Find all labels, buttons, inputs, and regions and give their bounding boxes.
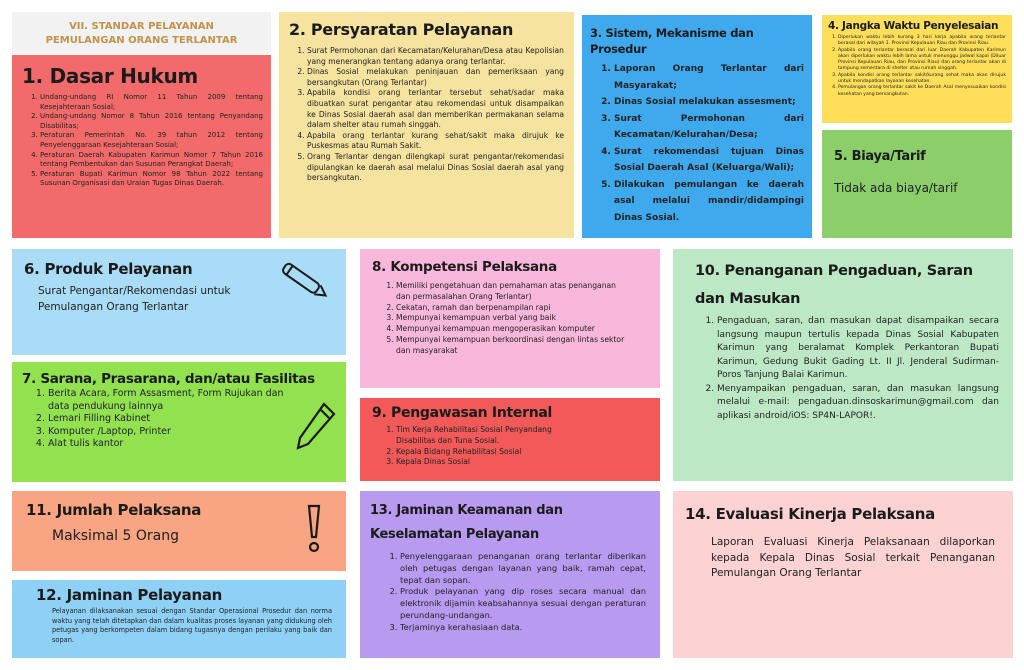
list-item: 2. Undang-undang Nomor 8 Tahun 2016 tentang Penyandang Disabilitas; <box>40 112 263 131</box>
card-pengaduan <box>673 249 1013 481</box>
header-banner <box>12 12 271 54</box>
jaminan-pelayanan-title: 12. Jaminan Pelayanan <box>36 586 223 604</box>
pengaduan-title: 10. Penanganan Pengaduan, Saran dan Masukan <box>695 263 973 307</box>
card-jangka-waktu <box>822 15 1012 123</box>
produk-title: 6. Produk Pelayanan <box>24 260 193 278</box>
list-item: 4. Alat tulis kantor <box>48 438 292 451</box>
card-dasar-hukum <box>12 55 271 238</box>
list-item: 2. Lemari Filling Kabinet <box>48 413 292 426</box>
list-item: 2. Produk pelayanan yang dip roses secara manual dan elektronik dijamin keabsahannya sesuai dengan peraturan perundang-undangan. <box>400 586 646 621</box>
card-sistem <box>582 15 812 238</box>
list-item: 1. Pengaduan, saran, dan masukan dapat disampaikan secara langsung maupun tertulis kepada Dinas Sosial Kabupaten Karimun yang beralamat Komplek Perkantoran Bupati Karimun, Gedung Bukit Gading Lt. II Jl. Jenderal Sudirman-Poros Tanjung Balai Karimun. <box>717 315 999 383</box>
card-biaya <box>822 130 1012 238</box>
jaminan-keamanan-list <box>370 551 646 634</box>
list-item: 3. Apabila kondisi orang terlantar tersebut sehat/sadar maka dibuatkan surat pengantar atau rekomendasi untuk disampaikan ke Dinas Sosial daerah asal dan memberikan permakanan selama dalam shelter atau rumah singgah. <box>307 88 564 130</box>
list-item: 4. Pemulangan orang terlantar sakit ke Daerah Asal menyesuaikan kondisi kesehatan yang bersangkutan. <box>838 85 1006 98</box>
evaluasi-text: Laporan Evaluasi Kinerja Pelaksanaan dilaporkan kepada Kepala Dinas Sosial terkait Penanganan Pemulangan Orang Terlantar <box>711 536 995 579</box>
kompetensi-list <box>372 281 632 357</box>
card-produk <box>12 249 346 355</box>
kompetensi-title: 8. Kompetensi Pelaksana <box>372 259 557 275</box>
list-item: 1. Berita Acara, Form Assasment, Form Rujukan dan data pendukung lainnya <box>48 388 292 413</box>
list-item: 3. Peraturan Pemerintah No. 39 tahun 2012 tentang Penyelenggaraan Kesejahteraan Sosial; <box>40 131 263 150</box>
list-item: 2. Dinas Sosial melakukan peninjauan dan pemeriksaan yang bersangkutan (Orang Terlantar) <box>307 67 564 88</box>
jumlah-text: Maksimal 5 Orang <box>52 528 179 544</box>
pen-icon <box>274 257 334 305</box>
exclamation-icon <box>304 503 324 555</box>
list-item: 2. Apabila orang terlantar berasal dari luar Daerah Kabupaten Karimun akan diperlukan waktu lebih lama untuk menunggu jadwal kapal (Diluar Provinsi Kepulauan Riau, dan Provinsi Riau) dan orang terlantar akan di tampung sementara di shelter atau rumah singgah. <box>838 48 1006 73</box>
list-item: 3. Kepala Dinas Sosial <box>396 457 592 468</box>
card-persyaratan <box>279 12 574 238</box>
sarana-list <box>22 388 292 451</box>
dasar-hukum-title: 1. Dasar Hukum <box>22 64 198 88</box>
list-item: 4. Mempunyai kemampuan mengoperasikan komputer <box>396 324 632 335</box>
jangka-waktu-title: 4. Jangka Waktu Penyelesaian <box>828 20 999 32</box>
header-line-1: VII. STANDAR PELAYANAN <box>69 21 214 32</box>
card-jumlah <box>12 491 346 571</box>
list-item: 2. Menyampaikan pengaduan, saran, dan masukan langsung melalui e-mail: pengaduan.dinsoskarimun@gmail.com dan aplikasi android/iOS: SP4N-LAPOR!. <box>717 383 999 424</box>
list-item: 4. Peraturan Daerah Kabupaten Karimun Nomor 7 Tahun 2016 tentang Pembentukan dan Susunan Perangkat Daerah; <box>40 151 263 170</box>
biaya-title: 5. Biaya/Tarif <box>834 149 926 164</box>
dasar-hukum-list <box>22 93 263 189</box>
list-item: 3. Komputer /Laptop, Printer <box>48 426 292 439</box>
list-item: 1. Penyelenggaraan penanganan orang terlantar diberikan oleh petugas dengan layanan yang baik, ramah cepat, tepat dan sopan. <box>400 551 646 586</box>
jaminan-pelayanan-text: Pelayanan dilaksanakan sesuai dengan Standar Operasional Prosedur dan norma waktu yang telah ditetapkan dan dalam kualitas proses layanan yang didukung oleh petugas yang berkompeten dalam bidang tugasnya dengan perilaku yang baik dan sopan. <box>52 607 332 644</box>
sistem-list <box>590 61 804 226</box>
jangka-waktu-list <box>828 35 1006 98</box>
list-item: 3. Apabila kondisi orang terlantar sakit/kurang sehat maka akan dirujuk untuk mendapatkan layanan kesehatan. <box>838 73 1006 86</box>
header-line-2: PEMULANGAN ORANG TERLANTAR <box>45 35 238 46</box>
list-item: 2. Cekatan, ramah dan berpenampilan rapi <box>396 303 632 314</box>
card-sarana <box>12 362 346 482</box>
list-item: 2. Dinas Sosial melakukan assesment; <box>614 94 804 111</box>
list-item: 5. Dilakukan pemulangan ke daerah asal melalui mandir/didampingi Dinas Sosial. <box>614 177 804 227</box>
produk-text: Surat Pengantar/Rekomendasi untuk Pemulangan Orang Terlantar <box>38 285 231 313</box>
list-item: 1. Undang-undang RI Nomor 11 Tahun 2009 tentang Kesejahteraan Sosial; <box>40 93 263 112</box>
list-item: 5. Peraturan Bupati Karimun Nomor 98 Tahun 2022 tentang Susunan Organisasi dan Uraian Tugas Dinas Daerah. <box>40 170 263 189</box>
list-item: 5. Mempunyai kemampuan berkoordinasi dengan lintas sektor dan masyarakat <box>396 335 632 357</box>
list-item: 4. Surat rekomendasi tujuan Dinas Sosial Daerah Asal (Keluarga/Wali); <box>614 144 804 177</box>
list-item: 4. Apabila orang terlantar kurang sehat/sakit maka dirujuk ke Puskesmas atau Rumah Sakit. <box>307 131 564 152</box>
card-kompetensi <box>360 249 660 388</box>
jaminan-keamanan-title: 13. Jaminan Keamanan dan Keselamatan Pelayanan <box>370 503 563 542</box>
list-item: 1. Tim Kerja Rehabilitasi Sosial Penyandang Disabilitas dan Tuna Sosial. <box>396 425 592 447</box>
list-item: 1. Diperlukan waktu lebih kurang 3 hari kerja apabila orang terlantar berasal dari wilayah 1. Provinsi Kepulauan Riau dan Provinsi Riau. <box>838 35 1006 48</box>
pengawasan-title: 9. Pengawasan Internal <box>372 405 553 421</box>
pencil-icon <box>294 400 338 454</box>
card-evaluasi <box>673 491 1013 658</box>
evaluasi-title: 14. Evaluasi Kinerja Pelaksana <box>685 505 935 523</box>
pengaduan-list <box>689 315 999 423</box>
sistem-title: 3. Sistem, Mekanisme dan Prosedur <box>590 26 754 56</box>
list-item: 3. Terjaminya kerahasiaan data. <box>400 622 646 634</box>
sarana-title: 7. Sarana, Prasarana, dan/atau Fasilitas <box>22 371 315 387</box>
list-item: 3. Mempunyai kemampuan verbal yang baik <box>396 313 632 324</box>
card-jaminan-pelayanan <box>12 580 346 658</box>
persyaratan-list <box>289 46 564 184</box>
persyaratan-title: 2. Persyaratan Pelayanan <box>289 20 514 39</box>
list-item: 1. Laporan Orang Terlantar dari Masyarakat; <box>614 61 804 94</box>
jumlah-title: 11. Jumlah Pelaksana <box>26 501 202 519</box>
list-item: 2. Kepala Bidang Rehabilitasi Sosial <box>396 447 592 458</box>
card-pengawasan <box>360 398 660 481</box>
list-item: 1. Surat Permohonan dari Kecamatan/Kelurahan/Desa atau Kepolisian yang menerangkan tentang adanya orang terlantar. <box>307 46 564 67</box>
list-item: 3. Surat Permohonan dari Kecamatan/Kelurahan/Desa; <box>614 111 804 144</box>
list-item: 1. Memiliki pengetahuan dan pemahaman atas penanganan dan permasalahan Orang Terlantar) <box>396 281 632 303</box>
pengawasan-list <box>372 425 592 468</box>
card-jaminan-keamanan <box>360 491 660 658</box>
biaya-text: Tidak ada biaya/tarif <box>834 181 958 195</box>
list-item: 5. Orang Terlantar dengan dilengkapi surat pengantar/rekomendasi dipulangkan ke daerah asal melalui Dinas Sosial daerah asal yang bersangkutan. <box>307 152 564 184</box>
